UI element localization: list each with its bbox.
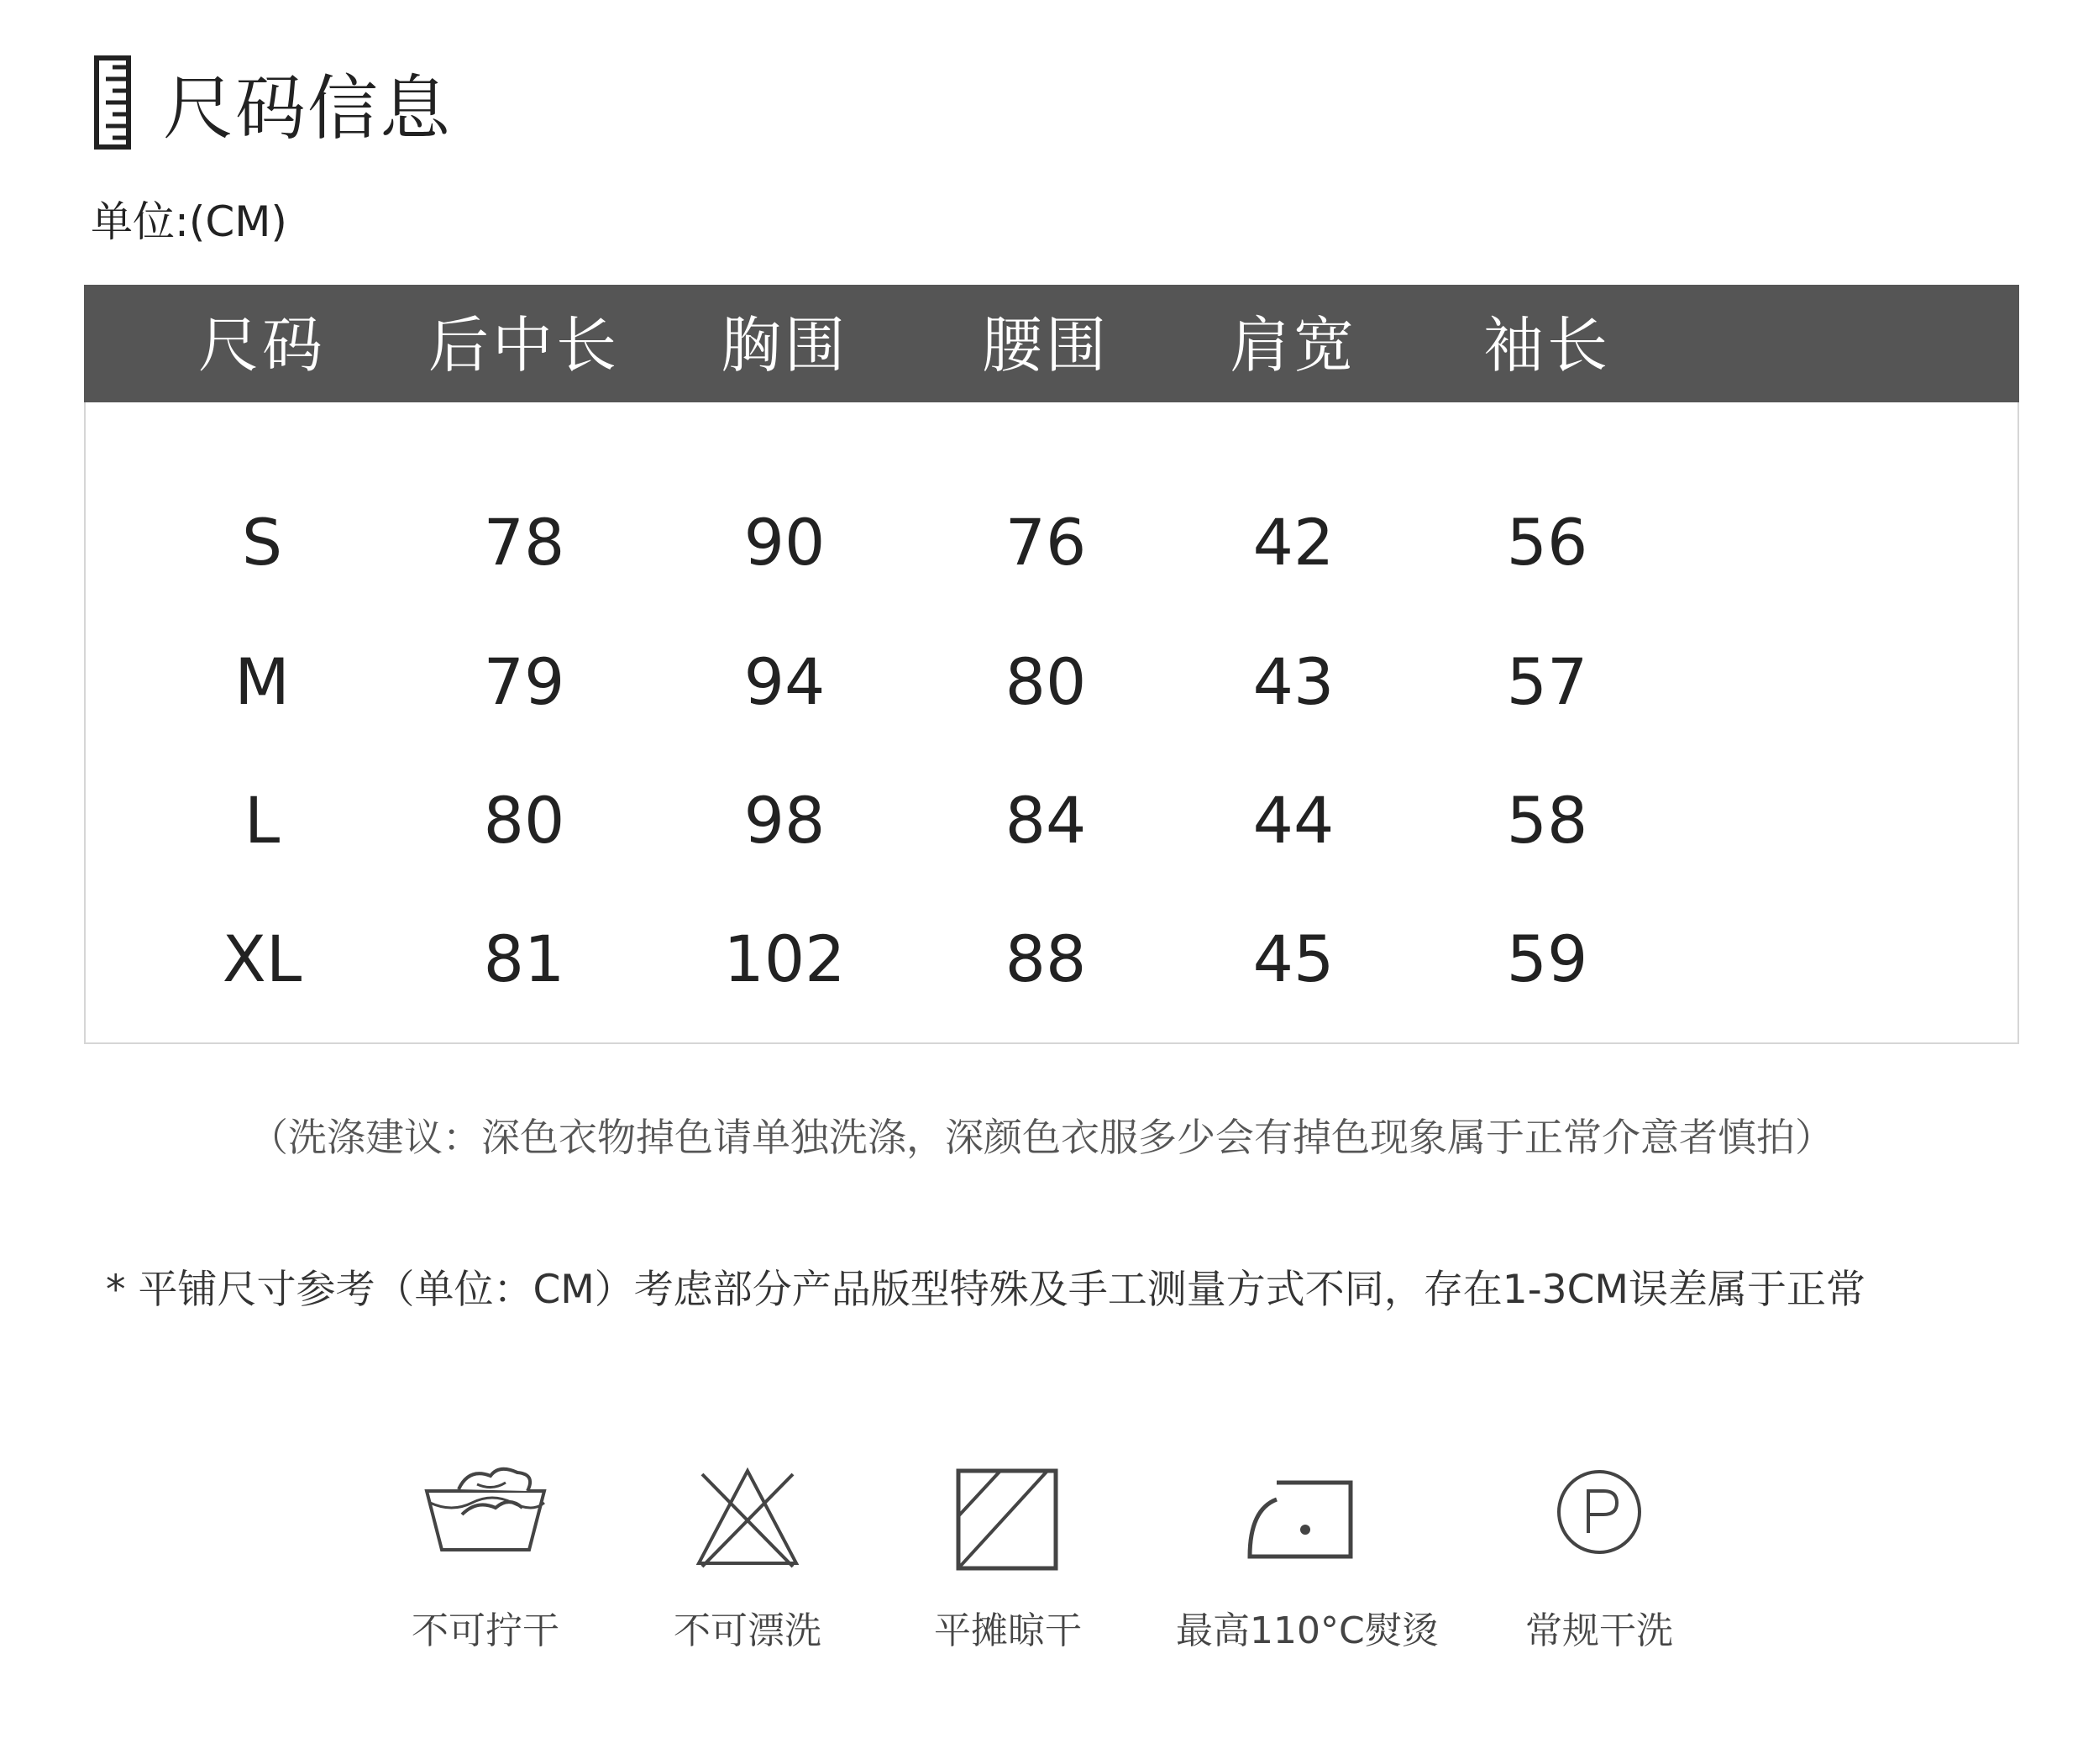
- title-row: [94, 52, 452, 153]
- measurement-cell: 80: [483, 783, 565, 858]
- measurement-cell: 78: [483, 505, 565, 580]
- measurement-cell: 76: [1005, 505, 1087, 580]
- size-cell: L: [244, 783, 281, 858]
- measurement-cell: 94: [743, 644, 826, 719]
- care-label: 最高110°C熨烫: [1176, 1609, 1439, 1652]
- column-header: 肩宽: [1229, 310, 1357, 381]
- care-label: 不可拧干: [412, 1609, 559, 1652]
- measurement-cell: 80: [1005, 644, 1087, 719]
- measurement-cell: 44: [1252, 783, 1335, 858]
- ruler-icon: [94, 55, 131, 150]
- measurement-cell: 81: [483, 921, 565, 996]
- wash-note: （洗涤建议：深色衣物掉色请单独洗涤，深颜色衣服多少会有掉色现象属于正常介意者慎拍）: [249, 1115, 1834, 1160]
- measurement-cell: 58: [1506, 783, 1588, 858]
- care-item: [622, 1466, 874, 1659]
- care-item: [359, 1466, 611, 1659]
- care-label: 常规干洗: [1525, 1609, 1673, 1652]
- page-title: 尺码信息: [163, 66, 453, 150]
- size-cell: M: [234, 644, 290, 719]
- care-item: [882, 1466, 1134, 1659]
- care-item: [1176, 1466, 1439, 1659]
- measurement-cell: 90: [743, 505, 826, 580]
- column-header: 后中长: [428, 310, 620, 381]
- measurement-cell: 79: [483, 644, 565, 719]
- care-label: 不可漂洗: [674, 1609, 821, 1652]
- measurement-cell: 59: [1506, 921, 1588, 996]
- measurement-cell: 42: [1252, 505, 1335, 580]
- measurement-cell: 102: [723, 921, 846, 996]
- column-header: 腰围: [981, 310, 1110, 381]
- column-header: 胸围: [720, 310, 848, 381]
- care-item: [1473, 1466, 1725, 1659]
- unit-label: 单位:(CM): [91, 197, 287, 246]
- measurement-cell: 84: [1005, 783, 1087, 858]
- tolerance-note: * 平铺尺寸参考（单位：CM）考虑部分产品版型特殊及手工测量方式不同，存在1-3CM误差属于正常: [106, 1267, 1865, 1313]
- measurement-cell: 45: [1252, 921, 1335, 996]
- size-cell: S: [241, 505, 283, 580]
- size-cell: XL: [222, 921, 302, 996]
- measurement-cell: 98: [743, 783, 826, 858]
- measurement-cell: 43: [1252, 644, 1335, 719]
- size-table: [84, 285, 2019, 1044]
- column-header: 袖长: [1482, 310, 1611, 381]
- measurement-cell: 56: [1506, 505, 1588, 580]
- care-label: 平摊晾干: [934, 1609, 1082, 1652]
- measurement-cell: 57: [1506, 644, 1588, 719]
- column-header: 尺码: [197, 310, 326, 381]
- measurement-cell: 88: [1005, 921, 1087, 996]
